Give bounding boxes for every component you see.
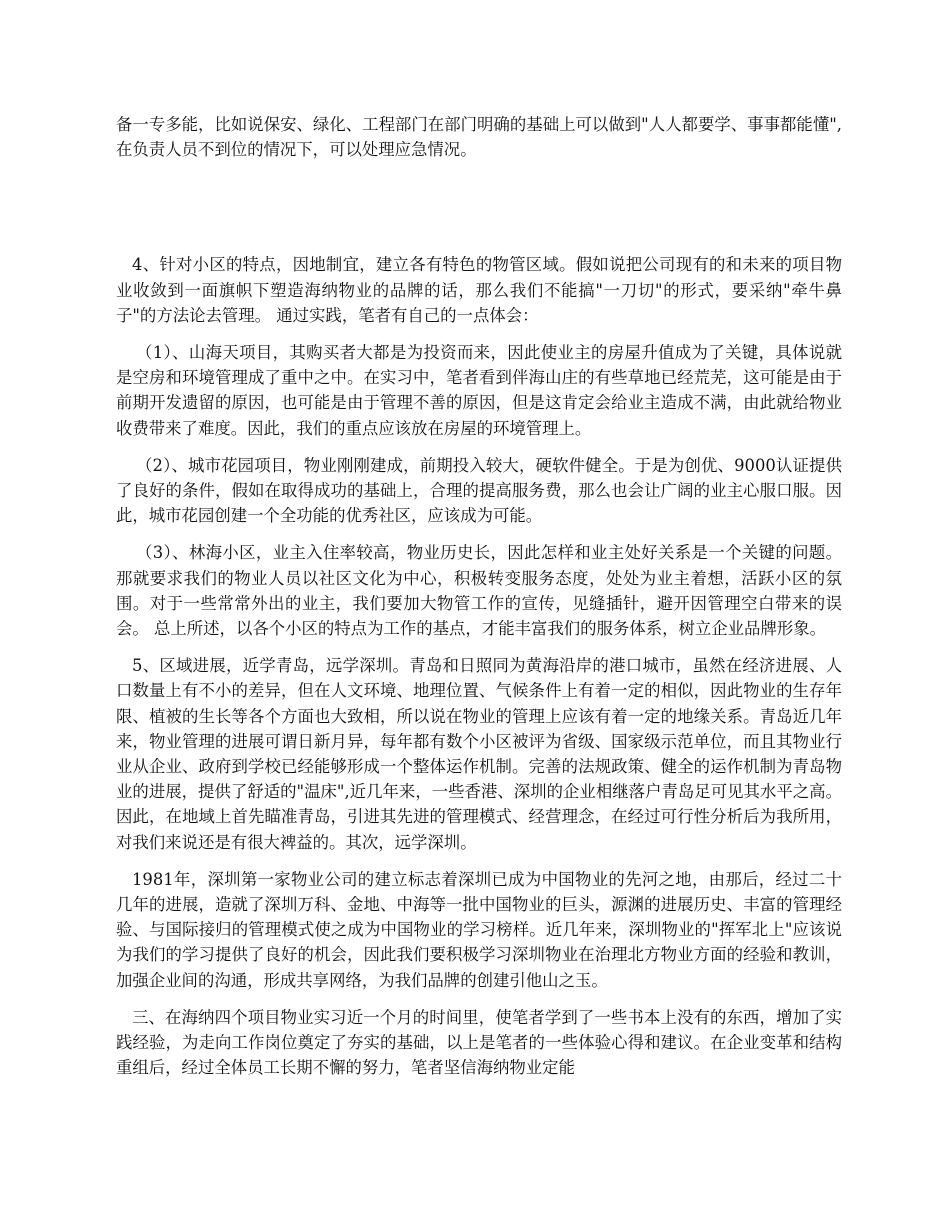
paragraph-continuation: 备一专多能，比如说保安、绿化、工程部门在部门明确的基础上可以做到"人人都要学、事事都能懂",在负责人员不到位的情况下，可以处理应急情况。 [116,115,842,160]
paragraph-item-1: （1）、山海天项目，其购买者大都是为投资而来，因此使业主的房屋升值成为了关键，具体说就是空房和环境管理成了重中之中。在实习中，笔者看到伴海山庄的有些草地已经荒芜，这可能是由于前期开发遗留的原因，也可能是由于管理不善的原因，但是这肯定会给业主造成不满，由此就给物业收费带来了难度。因此，我们的重点应该放在房屋的环境管理上。 [116,343,842,438]
paragraph-item-2: （2）、城市花园项目，物业刚刚建成，前期投入较大，硬软件健全。于是为创优、9000认证提供了良好的条件，假如在取得成功的基础上，合理的提高服务费，那么也会让广阔的业主心服口服。因此，城市花园创建一个全功能的优秀社区，应该成为可能。 [116,455,842,526]
paragraph-section-5: 5、区域进展，近学青岛，远学深圳。青岛和日照同为黄海沿岸的港口城市，虽然在经济进展、人口数量上有不小的差异，但在人文环境、地理位置、气候条件上有着一定的相似，因此物业的生存年限、植被的生长等各个方面也大致相，所以说在物业的管理上应该有着一定的地缘关系。青岛近几年来，物业管理的进展可谓日新月异，每年都有数个小区被评为省级、国家级示范单位，而且其物业行业从企业、政府到学校已经能够形成一个整体运作机制。完善的法规政策、健全的运作机制为青岛物业的进展，提供了舒适的"温床",近几年来，一些香港、深圳的企业相继落户青岛足可见其水平之高。因此，在地域上首先瞄准青岛，引进其先进的管理模式、经营理念，在经过可行性分析后为我所用，对我们来说还是有很大裨益的。其次，远学深圳。 [116,656,842,852]
document-body [116,112,842,1093]
paragraph-section-4: 4、针对小区的特点，因地制宜，建立各有特色的物管区域。假如说把公司现有的和未来的项目物业收敛到一面旗帜下塑造海纳物业的品牌的话，那么我们不能搞"一刀切"的形式，要采纳"牵牛鼻子"的方法论去管理。 通过实践，笔者有自己的一点体会： [116,255,842,325]
paragraph-item-3: （3）、林海小区，业主入住率较高，物业历史长，因此怎样和业主处好关系是一个关键的问题。那就要求我们的物业人员以社区文化为中心，积极转变服务态度，处处为业主着想，活跃小区的氛围。对于一些常常外出的业主，我们要加大物管工作的宣传，见缝插针，避开因管理空白带来的误会。 总上所述，以各个小区的特点为工作的基点，才能丰富我们的服务体系，树立企业品牌形象。 [116,543,842,639]
paragraph-gap [116,174,842,252]
paragraph-conclusion: 三、在海纳四个项目物业实习近一个月的时间里，使笔者学到了一些书本上没有的东西，增加了实践经验，为走向工作岗位奠定了夯实的基础，以上是笔者的一些体验心得和建议。在企业变革和结构重组后，经过全体员工长期不懈的努力，笔者坚信海纳物业定能 [116,1007,842,1078]
paragraph-shenzhen: 1981年，深圳第一家物业公司的建立标志着深圳已成为中国物业的先河之地，由那后，经过二十几年的进展，造就了深圳万科、金地、中海等一批中国物业的巨头，源渊的进展历史、丰富的管理经验、与国际接归的管理模式使之成为中国物业的学习榜样。近几年来，深圳物业的"挥军北上"应该说为我们的学习提供了良好的机会，因此我们要积极学习深圳物业在治理北方物业方面的经验和教训，加强企业间的沟通，形成共享网络，为我们品牌的创建引他山之玉。 [116,869,842,990]
